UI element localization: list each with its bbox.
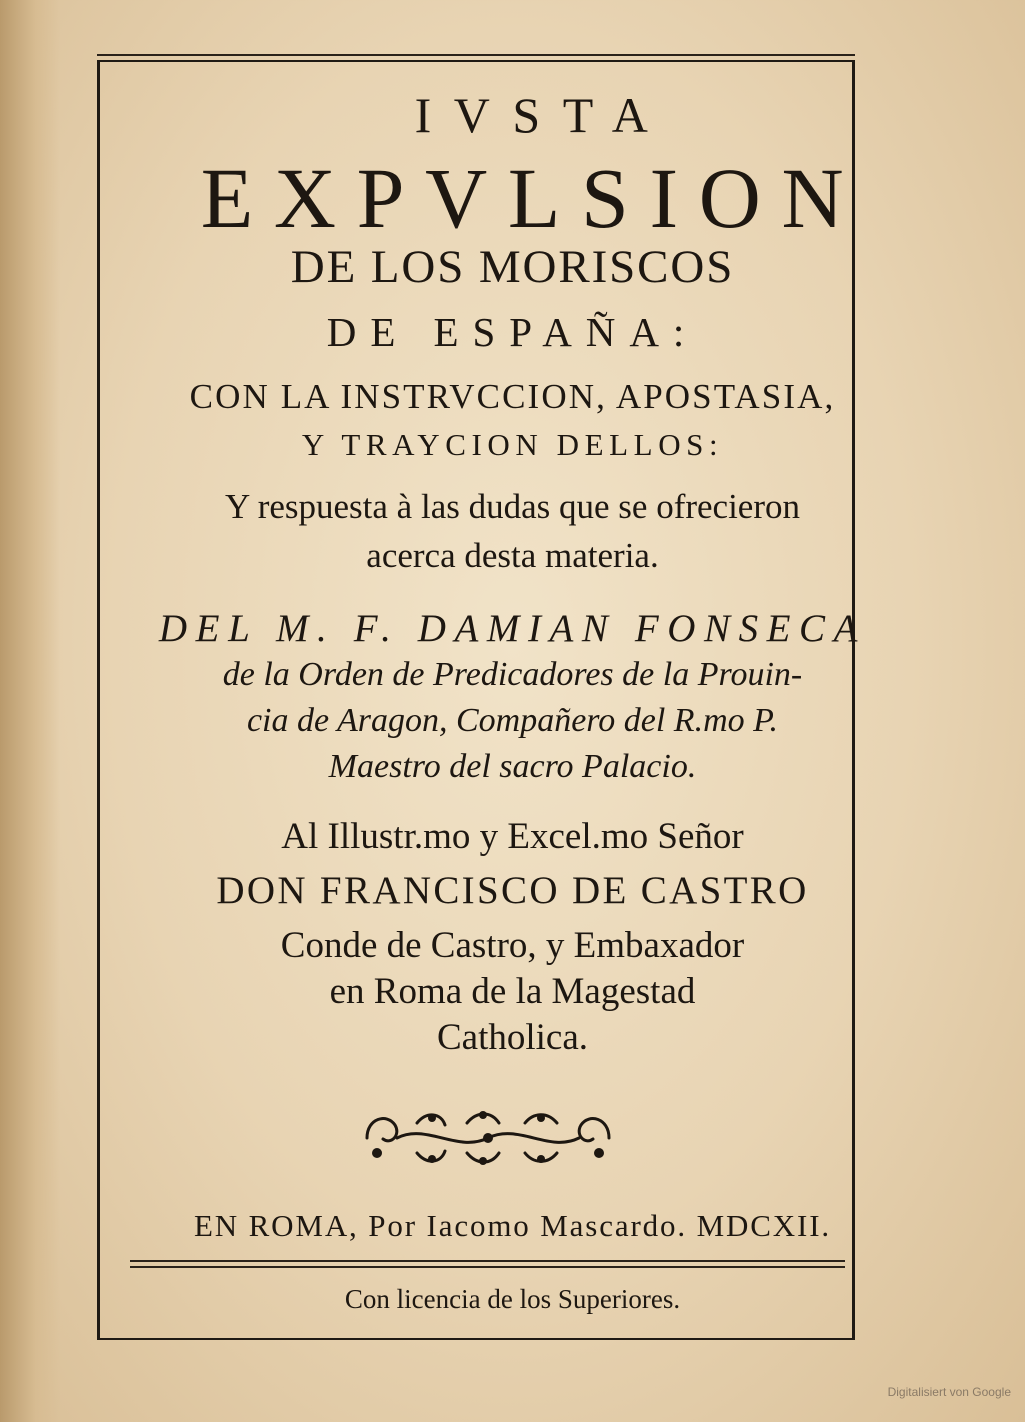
dedication-line-1: Al Illustr.mo y Excel.mo Señor	[281, 816, 744, 857]
dedication-line-2: DON FRANCISCO DE CASTRO	[216, 869, 809, 912]
imprint-line: EN ROMA, Por Iacomo Mascardo. MDCXII.	[193, 1208, 832, 1243]
printer-ornament	[357, 1103, 619, 1173]
author-line-4: Maestro del sacro Palacio.	[328, 748, 697, 785]
author-line-2: de la Orden de Predicadores de la Prouin-	[222, 656, 803, 693]
dedication-line-5: Catholica.	[436, 1017, 589, 1058]
digitization-credit: Digitalisiert von Google	[887, 1385, 1011, 1399]
dedication-line-4: en Roma de la Magestad	[329, 971, 696, 1012]
subtitle-line-3: Y respuesta à las dudas que se ofrecieron	[224, 487, 800, 526]
title-line-4: DE ESPAÑA:	[326, 309, 699, 355]
subtitle-line-1: CON LA INSTRVCCION, APOSTASIA,	[189, 377, 836, 416]
title-line-2: EXPVLSION	[200, 150, 865, 246]
subtitle-line-4: acerca desta materia.	[366, 536, 659, 575]
imprint-rule-1	[130, 1260, 845, 1262]
author-line-3: cia de Aragon, Compañero del R.mo P.	[246, 702, 779, 739]
imprint-rule-2	[130, 1266, 845, 1268]
license-line: Con licencia de los Superiores.	[344, 1284, 681, 1314]
frame-top-rule	[97, 54, 855, 56]
subtitle-line-2: Y TRAYCION DELLOS:	[301, 427, 724, 462]
dedication-line-3: Conde de Castro, y Embaxador	[280, 925, 745, 966]
title-line-1: IVSTA	[414, 87, 671, 143]
title-line-3: DE LOS MORISCOS	[290, 241, 735, 293]
author-line-1: DEL M. F. DAMIAN FONSECA	[158, 607, 867, 650]
